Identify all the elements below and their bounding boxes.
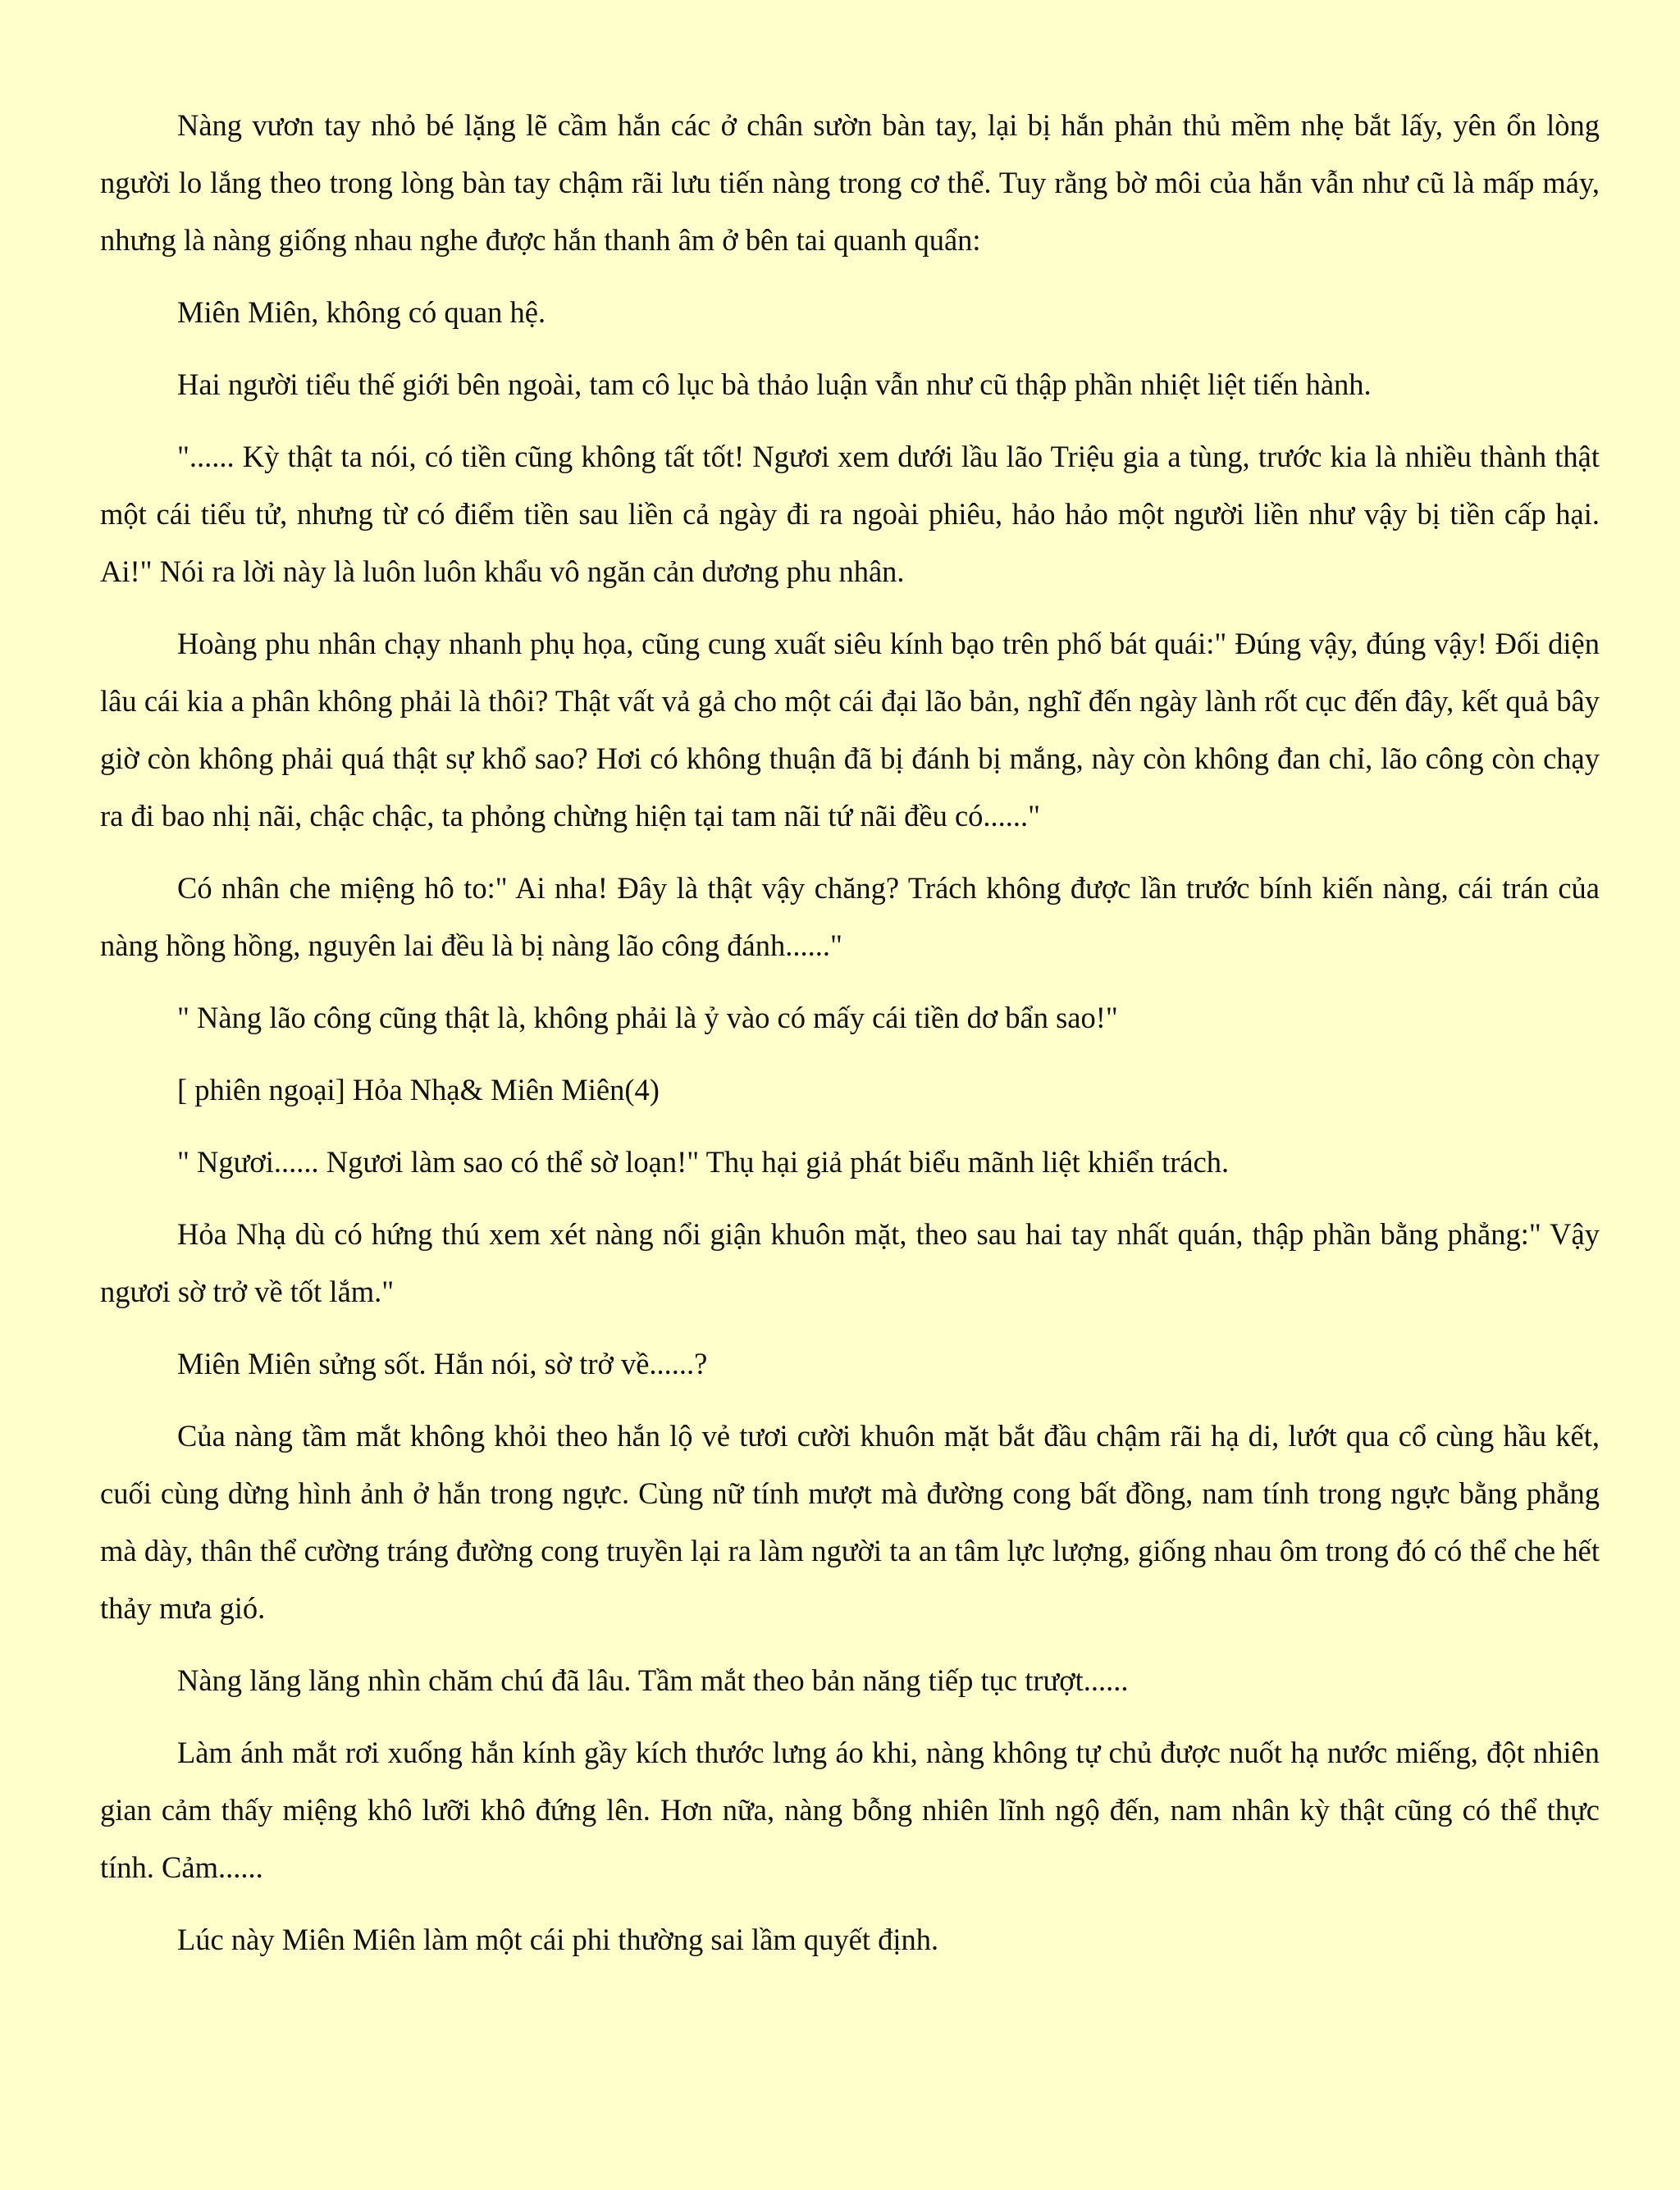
- paragraph-3: Hai người tiểu thế giới bên ngoài, tam cô lục bà thảo luận vẫn như cũ thập phần nhiệt liệt tiến hành.: [177, 367, 1372, 401]
- paragraph-7: " Nàng lão công cũng thật là, không phải là ỷ vào có mấy cái tiền dơ bẩn sao!": [177, 1001, 1118, 1034]
- chapter-heading: [ phiên ngoại] Hỏa Nhạ& Miên Miên(4): [177, 1073, 660, 1106]
- paragraph-10: Hỏa Nhạ dù có hứng thú xem xét nàng nổi giận khuôn mặt, theo sau hai tay nhất quán, thập phần bằng phẳng:" Vậy ngươi sờ trở về tốt lắm.": [100, 1217, 1600, 1308]
- paragraph-2: Miên Miên, không có quan hệ.: [177, 295, 546, 329]
- paragraph-12: Của nàng tầm mắt không khỏi theo hắn lộ vẻ tươi cười khuôn mặt bắt đầu chậm rãi hạ di, lướt qua cổ cùng hầu kết, cuối cùng dừng hình ảnh ở hắn trong ngực. Cùng nữ tính mượt mà đường cong bất đồng, nam tính trong ngực bằng phẳng mà dày, thân thể cường tráng đường cong truyền lại ra làm người ta an tâm lực lượng, giống nhau ôm trong đó có thể che hết thảy mưa gió.: [100, 1419, 1600, 1625]
- paragraph-6: Có nhân che miệng hô to:" Ai nha! Đây là thật vậy chăng? Trách không được lần trước bính kiến nàng, cái trán của nàng hồng hồng, nguyên lai đều là bị nàng lão công đánh......": [100, 871, 1600, 962]
- paragraph-11: Miên Miên sửng sốt. Hắn nói, sờ trở về......?: [177, 1347, 708, 1380]
- paragraph-9: " Ngươi...... Ngươi làm sao có thể sờ loạn!" Thụ hại giả phát biểu mãnh liệt khiển trách.: [177, 1145, 1230, 1179]
- paragraph-4: "...... Kỳ thật ta nói, có tiền cũng không tất tốt! Ngươi xem dưới lầu lão Triệu gia a tùng, trước kia là nhiều thành thật một cái tiểu tử, nhưng từ có điểm tiền sau liền cả ngày đi ra ngoài phiêu, hảo hảo một người liền như vậy bị tiền cấp hại. Ai!" Nói ra lời này là luôn luôn khẩu vô ngăn cản dương phu nhân.: [100, 440, 1600, 588]
- paragraph-1: Nàng vươn tay nhỏ bé lặng lẽ cầm hắn các ở chân sườn bàn tay, lại bị hắn phản thủ mềm nhẹ bắt lấy, yên ổn lòng người lo lắng theo trong lòng bàn tay chậm rãi lưu tiến nàng trong cơ thể. Tuy rằng bờ môi của hắn vẫn như cũ là mấp máy, nhưng là nàng giống nhau nghe được hắn thanh âm ở bên tai quanh quẩn:: [100, 108, 1600, 257]
- paragraph-13: Nàng lăng lăng nhìn chăm chú đã lâu. Tầm mắt theo bản năng tiếp tục trượt......: [177, 1663, 1129, 1697]
- paragraph-14: Làm ánh mắt rơi xuống hắn kính gầy kích thước lưng áo khi, nàng không tự chủ được nuốt hạ nước miếng, đột nhiên gian cảm thấy miệng khô lưỡi khô đứng lên. Hơn nữa, nàng bỗng nhiên lĩnh ngộ đến, nam nhân kỳ thật cũng có thể thực tính. Cảm......: [100, 1736, 1600, 1884]
- paragraph-15: Lúc này Miên Miên làm một cái phi thường sai lầm quyết định.: [177, 1923, 939, 1956]
- paragraph-5: Hoàng phu nhân chạy nhanh phụ họa, cũng cung xuất siêu kính bạo trên phố bát quái:" Đúng vậy, đúng vậy! Đối diện lâu cái kia a phân không phải là thôi? Thật vất vả gả cho một cái đại lão bản, nghĩ đến ngày lành rốt cục đến đây, kết quả bây giờ còn không phải quá thật sự khổ sao? Hơi có không thuận đã bị đánh bị mắng, này còn không đan chỉ, lão công còn chạy ra đi bao nhị nãi, chậc chậc, ta phỏng chừng hiện tại tam nãi tứ nãi đều có......": [100, 627, 1600, 833]
